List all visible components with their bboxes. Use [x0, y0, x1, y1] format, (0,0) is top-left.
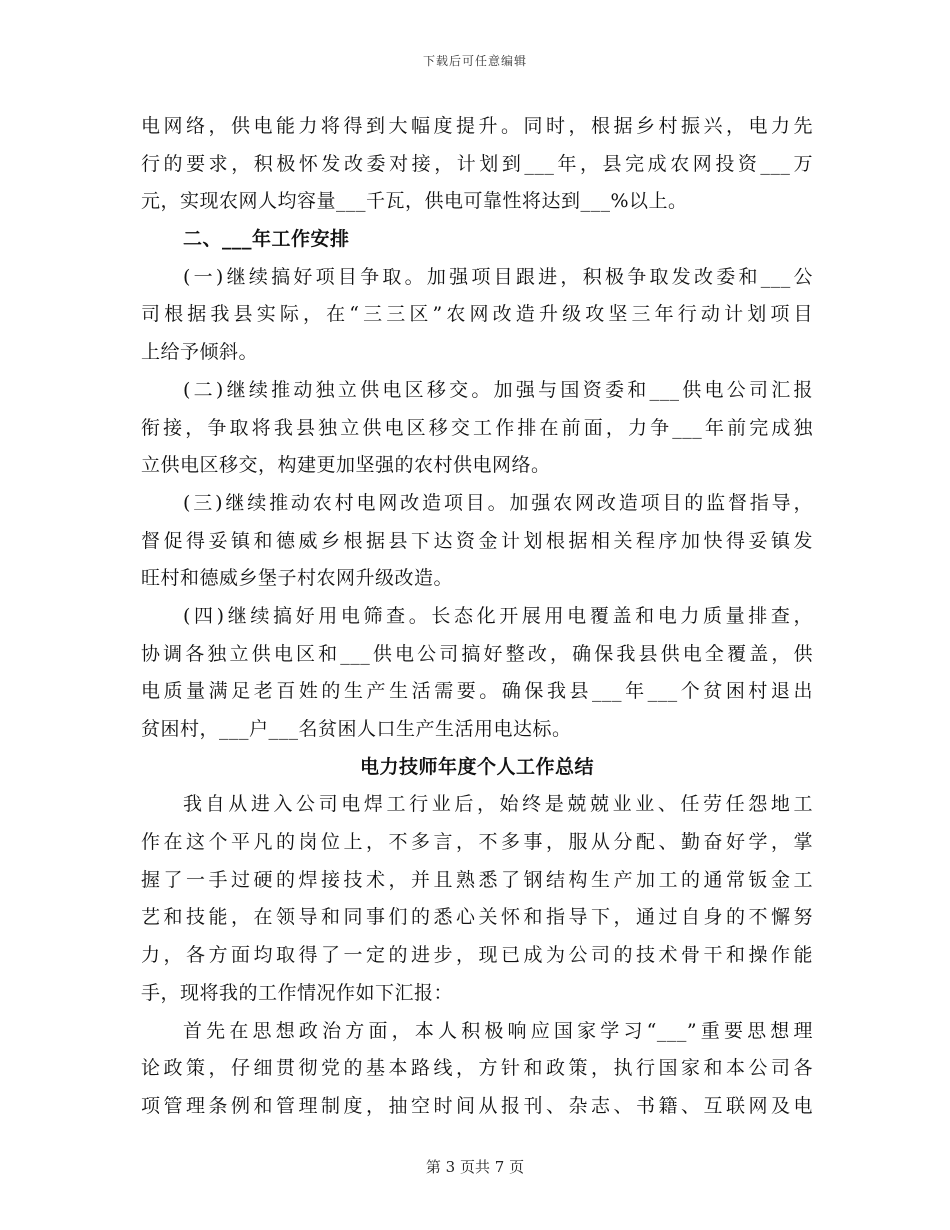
section-title: 电力技师年度个人工作总结: [359, 755, 594, 778]
text-line: 项管理条例和管理制度，抽空时间从报刊、杂志、书籍、互联网及电: [141, 1094, 813, 1117]
text-line: 协调各独立供电区和___供电公司搞好整改，确保我县供电全覆盖，供: [141, 642, 813, 665]
text-line: (三)继续推动农村电网改造项目。加强农网改造项目的监督指导，: [183, 491, 813, 514]
page-header-note: 下载后可任意编辑: [422, 54, 527, 68]
text-line: 力，各方面均取得了一定的进步，现已成为公司的技术骨干和操作能: [141, 944, 813, 967]
text-line: 作在这个平凡的岗位上，不多言，不多事，服从分配、勤奋好学，掌: [141, 831, 813, 854]
text-line: 艺和技能，在领导和同事们的悉心关怀和指导下，通过自身的不懈努: [141, 906, 813, 929]
text-line: 行的要求，积极怀发改委对接，计划到___年，县完成农网投资___万: [141, 152, 813, 175]
text-line: 督促得妥镇和德威乡根据县下达资金计划根据相关程序加快得妥镇发: [141, 529, 813, 552]
text-line: 论政策，仔细贯彻党的基本路线，方针和政策，执行国家和本公司各: [141, 1057, 813, 1080]
text-line: 我自从进入公司电焊工行业后，始终是兢兢业业、任劳任怨地工: [183, 793, 813, 816]
text-line: (二)继续推动独立供电区移交。加强与国资委和___供电公司汇报: [183, 378, 813, 401]
text-line: 电网络，供电能力将得到大幅度提升。同时，根据乡村振兴，电力先: [141, 115, 813, 137]
text-line: 上给予倾斜。: [141, 341, 259, 364]
text-line: 贫困村，___户___名贫困人口生产生活用电达标。: [141, 718, 572, 740]
document-body: [141, 108, 813, 1126]
text-line: 衔接，争取将我县独立供电区移交工作排在前面，力争___年前完成独: [141, 416, 813, 439]
text-line: 手，现将我的工作情况作如下汇报：: [141, 981, 454, 1004]
text-line: 司根据我县实际，在“三三区”农网改造升级攻坚三年行动计划项目: [141, 303, 813, 326]
page-number: 第 3 页共 7 页: [425, 1158, 525, 1176]
text-line: 立供电区移交，构建更加坚强的农村供电网络。: [141, 454, 551, 477]
text-line: 电质量满足老百姓的生产生活需要。确保我县___年___个贫困村退出: [141, 680, 813, 703]
section-heading: 二、___年工作安排: [183, 228, 350, 251]
text-line: 首先在思想政治方面，本人积极响应国家学习“___”重要思想理: [183, 1019, 813, 1042]
text-line: 旺村和德威乡堡子村农网升级改造。: [141, 567, 454, 590]
text-line: (四)继续搞好用电筛查。长态化开展用电覆盖和电力质量排查，: [183, 604, 813, 627]
text-line: 握了一手过硬的焊接技术，并且熟悉了钢结构生产加工的通常钣金工: [141, 868, 813, 891]
text-line: (一)继续搞好项目争取。加强项目跟进，积极争取发改委和___公: [183, 265, 813, 288]
text-line: 元，实现农网人均容量___千瓦，供电可靠性将达到___%以上。: [141, 190, 688, 213]
